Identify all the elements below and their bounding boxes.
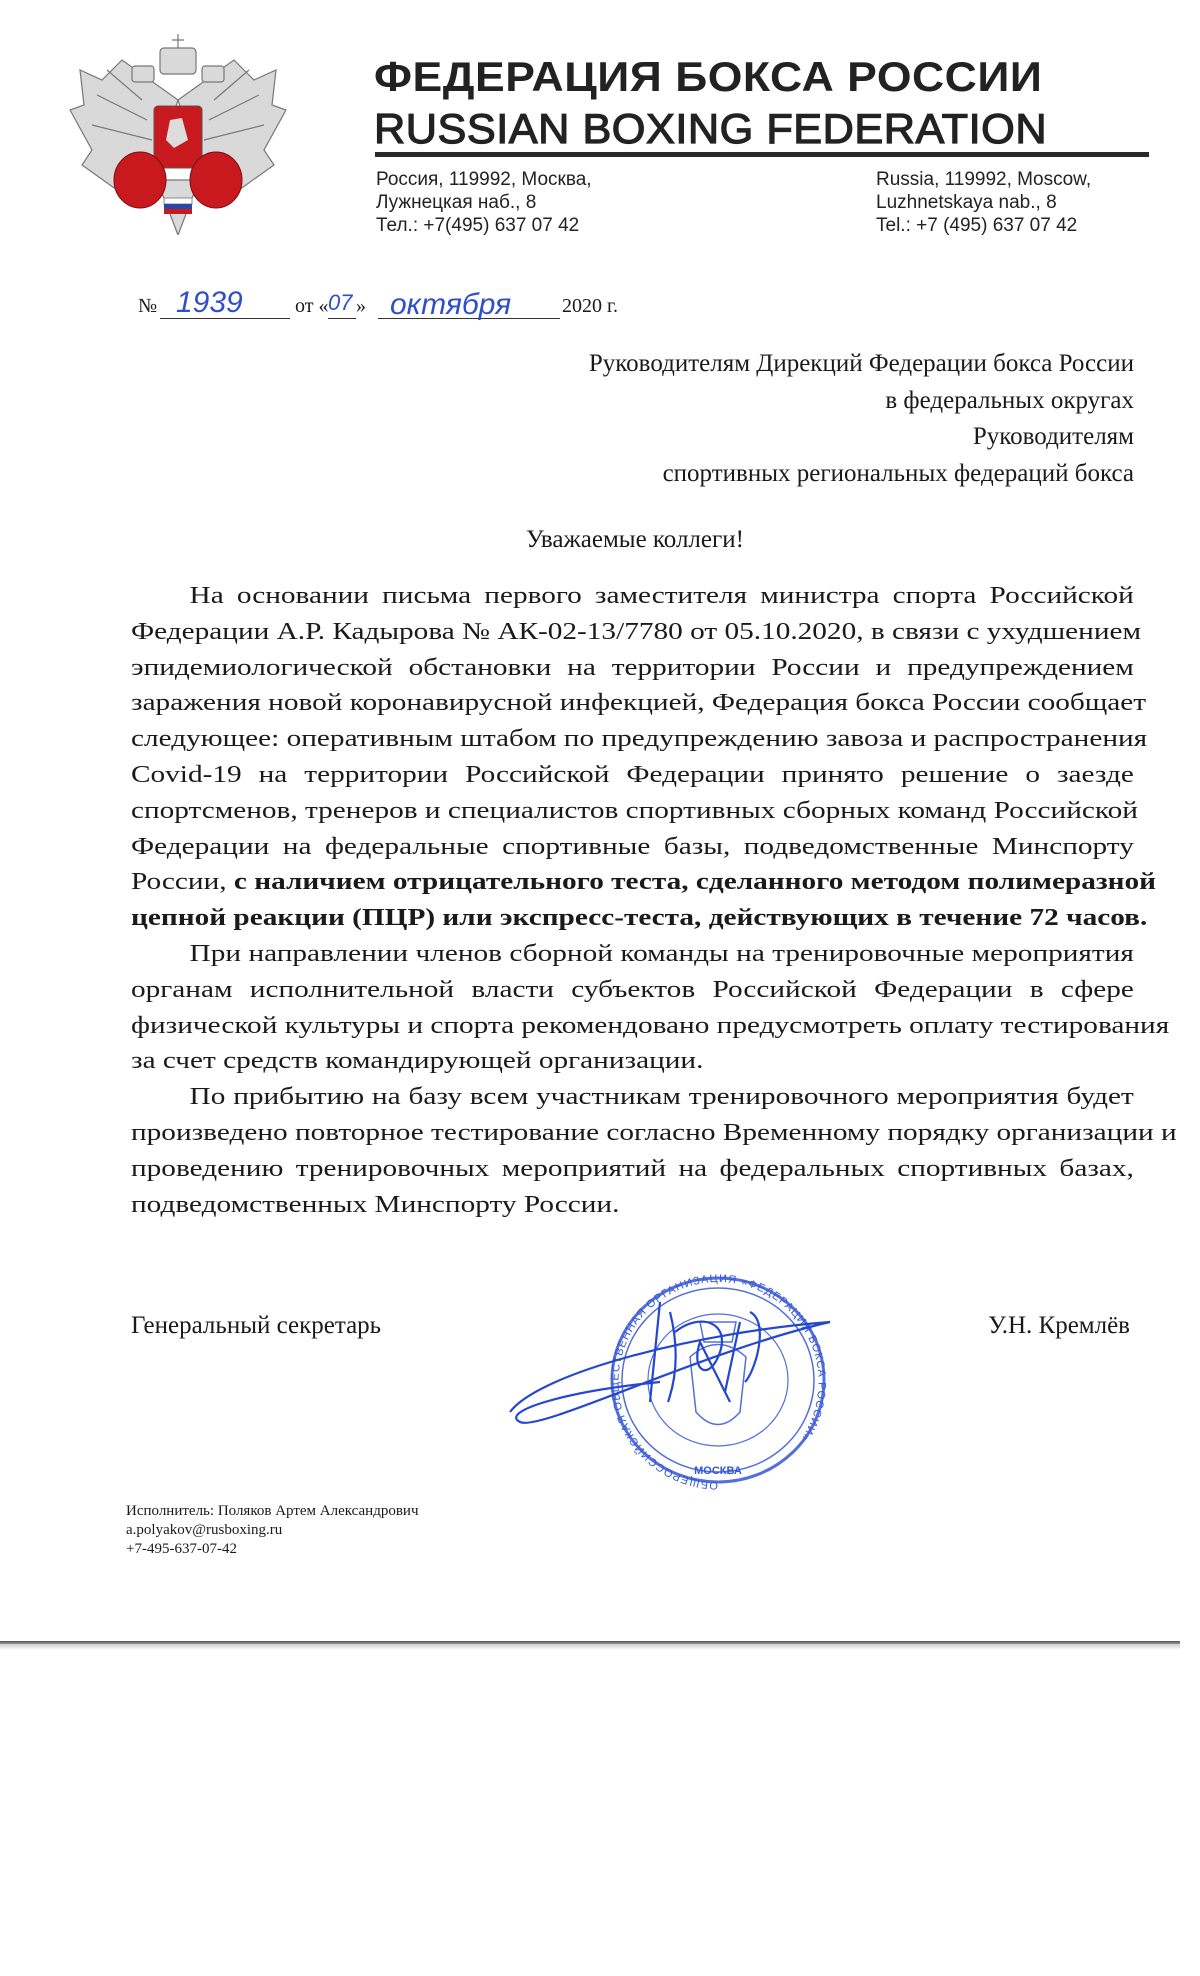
line-text: Федерации А.Р. Кадырова № АК-02-13/7780 от 05.10.2020, в связи с ухудшением	[131, 618, 1142, 645]
svg-text:ОБЩЕРОССИЙСКАЯ ОБЩЕСТВЕННАЯ ОР	[609, 1273, 827, 1491]
letterhead-title-ru: ФЕДЕРАЦИЯ БОКСА РОССИИ	[374, 53, 1043, 100]
address-line: Russia, 119992, Moscow,	[876, 169, 1092, 190]
line-text: России,	[131, 869, 227, 896]
paragraph-line	[131, 794, 1138, 830]
executor-phone: +7-495-637-07-42	[126, 1541, 237, 1557]
line-text: физической культуры и спорта рекомендовано предусмотреть оплату тестирования	[131, 1012, 1170, 1039]
addressee-line: спортивных региональных федераций бокса	[662, 459, 1134, 487]
paragraph	[131, 1080, 1177, 1223]
letter-body	[131, 579, 1177, 1223]
address-ru	[376, 168, 592, 237]
letterhead-title-en: RUSSIAN BOXING FEDERATION	[374, 105, 1048, 152]
registration-month: октября	[390, 288, 512, 321]
line-text: На основании письма первого заместителя министра спорта Российской	[189, 583, 1134, 609]
paragraph-line	[131, 1116, 1177, 1152]
addressee-line: Руководителям	[972, 423, 1134, 450]
number-label: №	[138, 295, 158, 317]
paragraph-line	[131, 1044, 1134, 1080]
line-text: При направлении членов сборной команды на тренировочные мероприятия	[189, 940, 1134, 967]
registration-year: 2020 г.	[562, 295, 618, 317]
paragraph-line	[131, 1188, 1134, 1224]
line-text: По прибытию на базу всем участникам тренировочного мероприятия будет	[189, 1084, 1134, 1111]
signatory-position: Генеральный секретарь	[131, 1312, 382, 1339]
addressee-line: в федеральных округах	[885, 386, 1134, 414]
stamp-text: ОБЩЕРОССИЙСКАЯ ОБЩЕСТВЕННАЯ ОРГАНИЗАЦИЯ «ФЕДЕРАЦИЯ БОКСА РОССИИ»	[609, 1272, 828, 1492]
paragraph-line	[131, 901, 1148, 937]
address-line: Лужнецкая наб., 8	[376, 192, 537, 213]
address-line: Tel.: +7 (495) 637 07 42	[876, 215, 1078, 236]
handwritten-signature	[510, 1302, 830, 1423]
line-text: проведению тренировочных мероприятий на федеральных спортивных базах,	[131, 1155, 1134, 1182]
registration-day: 07	[328, 290, 353, 315]
line-text: органам исполнительной власти субъектов Российской Федерации в сфере	[131, 976, 1134, 1003]
executor-block	[126, 1502, 419, 1559]
paragraph-line	[131, 579, 1134, 615]
line-text: Covid-19 на территории Российской Федерации принято решение о заезде	[131, 761, 1134, 788]
registration-line	[138, 286, 638, 322]
line-text: эпидемиологической обстановки на территории России и предупреждением	[131, 654, 1134, 681]
line-text: подведомственных Минспорту России.	[131, 1191, 620, 1218]
addressee-block	[589, 346, 1134, 492]
page-shadow	[0, 1644, 1180, 1650]
paragraph-line	[131, 865, 1157, 901]
addressee-line: Руководителям Дирекций Федерации бокса России	[588, 350, 1134, 377]
line-text-bold: цепной реакции (ПЦР) или экспресс-теста, действующих в течение 72 часов.	[131, 905, 1148, 932]
line-text: Федерации на федеральные спортивные базы, подведомственные Минспорту	[131, 833, 1134, 860]
paragraph-line	[131, 830, 1134, 866]
paragraph-line	[131, 615, 1142, 651]
letterhead-divider	[375, 152, 1149, 157]
address-line: Россия, 119992, Москва,	[376, 169, 592, 190]
line-text: произведено повторное тестирование согласно Временному порядку организации и	[131, 1119, 1177, 1146]
paragraph-line	[131, 1080, 1134, 1116]
paragraph-line	[131, 686, 1147, 722]
paragraph-line	[131, 1009, 1170, 1045]
line-text: заражения новой коронавирусной инфекцией, Федерация бокса России сообщает	[131, 690, 1147, 717]
line-text: следующее: оперативным штабом по предупреждению завоза и распространения	[131, 726, 1148, 753]
paragraph-line	[131, 722, 1148, 758]
address-line: Luzhnetskaya nab., 8	[876, 192, 1057, 213]
address-en	[876, 168, 1091, 237]
line-text: спортсменов, тренеров и специалистов спортивных сборных команд Российской	[131, 797, 1138, 824]
stamp-city: МОСКВА	[694, 1465, 742, 1477]
registration-number: 1939	[176, 286, 243, 319]
line-text: за счет средств командирующей организации.	[131, 1048, 704, 1075]
paragraph-line	[131, 651, 1134, 687]
address-line: Тел.: +7(495) 637 07 42	[376, 215, 580, 236]
official-stamp-and-signature	[500, 1262, 860, 1502]
executor-email[interactable]: a.polyakov@rusboxing.ru	[126, 1522, 283, 1538]
greeting: Уважаемые коллеги!	[526, 526, 744, 553]
paragraph-line	[131, 937, 1134, 973]
paragraph-line	[131, 758, 1134, 794]
executor-name: Исполнитель: Поляков Артем Александрович	[126, 1503, 419, 1519]
paragraph-line	[131, 973, 1134, 1009]
quote-close: »	[356, 295, 366, 317]
paragraph	[131, 937, 1170, 1080]
federation-emblem-logo	[62, 30, 294, 235]
signatory-name: У.Н. Кремлёв	[988, 1312, 1130, 1339]
paragraph	[131, 579, 1157, 937]
from-label: от «	[295, 295, 329, 317]
paragraph-line	[131, 1152, 1134, 1188]
line-text-bold: с наличием отрицательного теста, сделанного методом полимеразной	[233, 869, 1157, 896]
